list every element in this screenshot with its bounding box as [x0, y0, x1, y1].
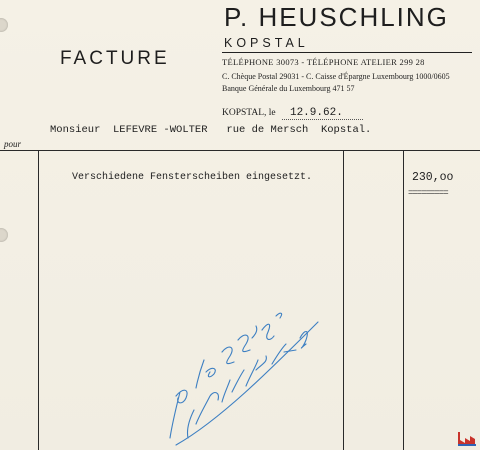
line-item-amount: 230,oo — [412, 171, 454, 184]
line-item-description: Verschiedene Fensterscheiben eingesetzt. — [72, 172, 313, 183]
total-underline: ========= — [408, 188, 448, 198]
bank-line-2: Banque Générale du Luxembourg 471 57 — [222, 84, 355, 93]
document-type: FACTURE — [60, 48, 170, 69]
brand-logo-icon — [456, 426, 478, 448]
handwriting-line-1 — [170, 313, 282, 438]
recipient-name: Monsieur LEFEVRE -WOLTER rue de Mersch Kopstal. — [50, 124, 372, 136]
company-town: KOPSTAL — [224, 36, 309, 50]
invoice-date: 12.9.62. — [282, 107, 363, 120]
date-label: KOPSTAL, le — [222, 108, 276, 118]
recipient-label: pour — [4, 139, 22, 149]
handwriting-line-2 — [187, 332, 307, 439]
bank-line-1: C. Chèque Postal 29031 - C. Caisse d'Épargne Luxembourg 1000/0605 — [222, 72, 450, 81]
phone-line: TÉLÉPHONE 30073 - TÉLÉPHONE ATELIER 299 28 — [222, 57, 425, 67]
company-name: P. HEUSCHLING — [224, 2, 449, 32]
